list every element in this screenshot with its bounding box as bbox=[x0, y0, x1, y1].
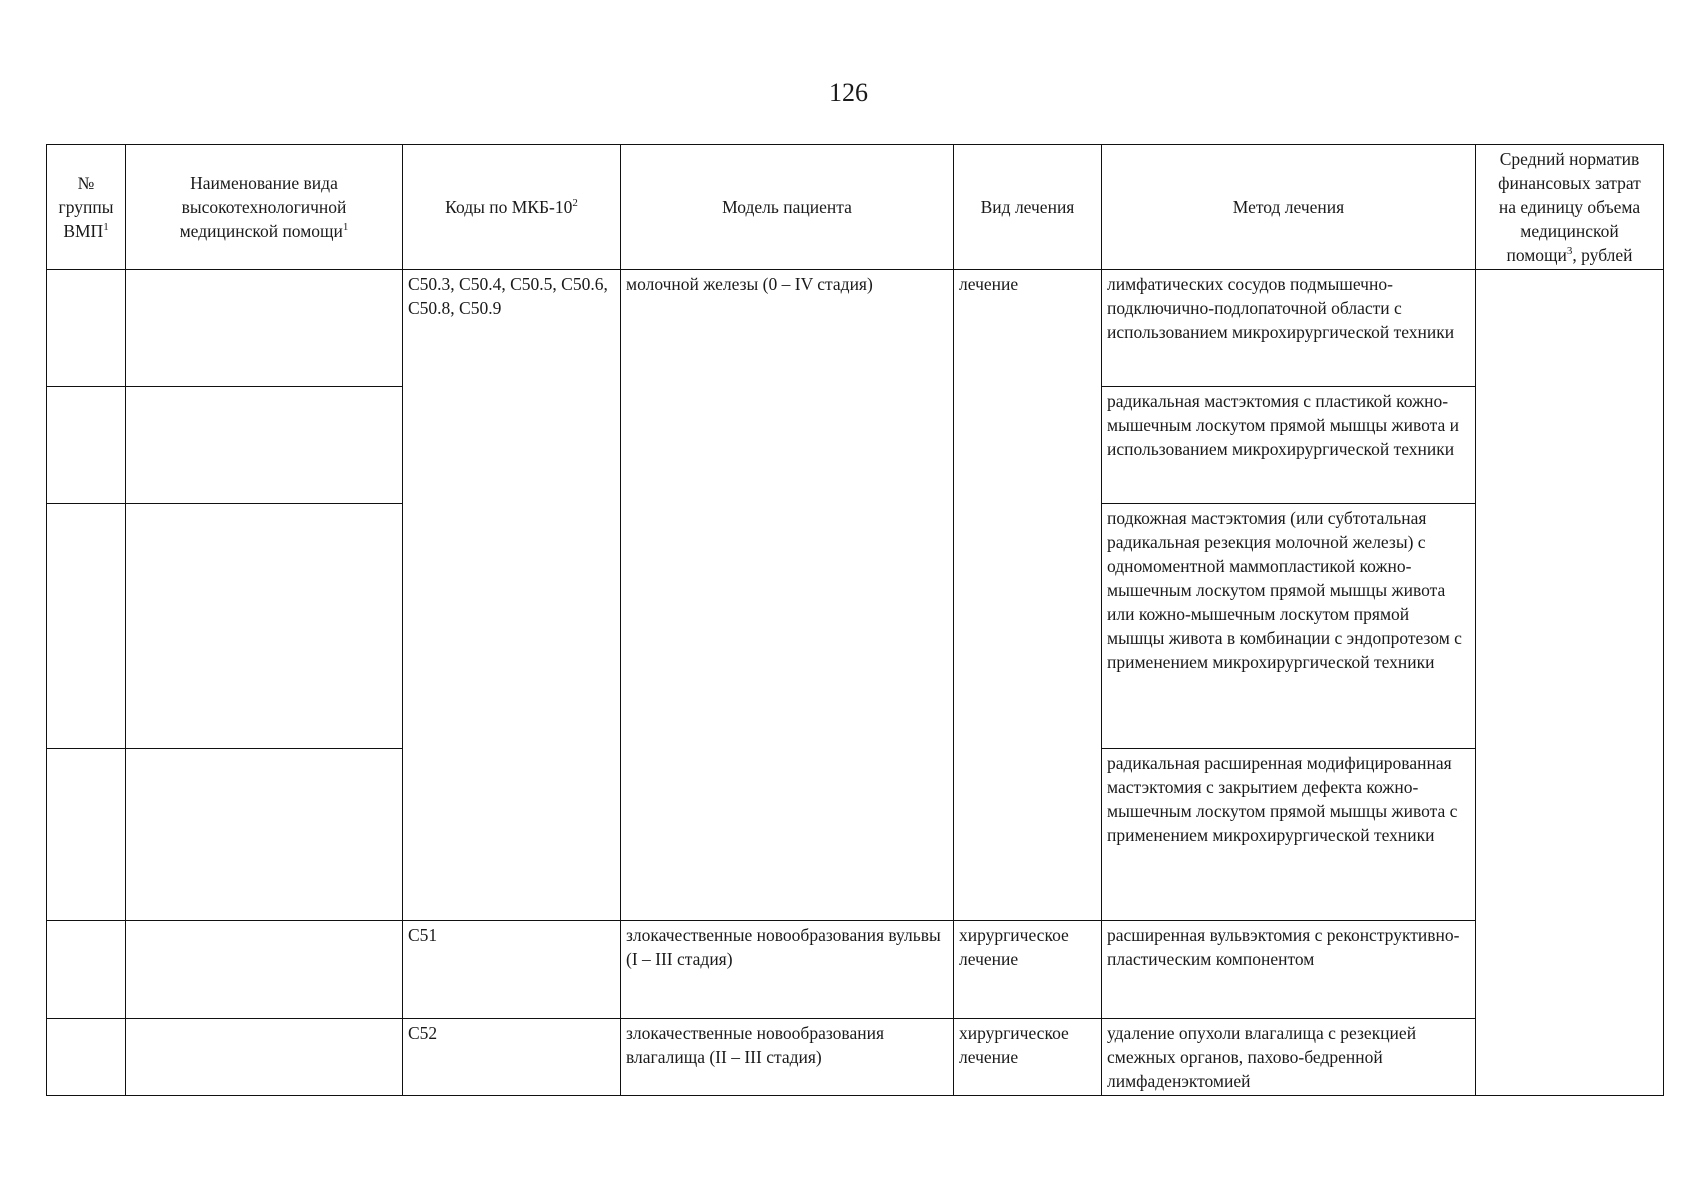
header-care-name: Наименование вида высокотехнологичной медицинской помощи$^1$ bbox=[126, 145, 403, 270]
care-name-cell bbox=[126, 1019, 403, 1096]
group-no-cell bbox=[47, 387, 126, 504]
treatment-method-cell: радикальная расширенная модифицированная мастэктомия с закрытием дефекта кожно-мышечным лоскутом прямой мышцы живота с применением микрохирургической техники bbox=[1102, 749, 1476, 921]
treatment-type-cell: лечение bbox=[954, 270, 1102, 921]
header-icd-codes: Коды по МКБ-$10^2$ bbox=[403, 145, 621, 270]
care-name-cell bbox=[126, 387, 403, 504]
care-name-cell bbox=[126, 504, 403, 749]
page-number: 126 bbox=[829, 78, 868, 107]
icd-codes-cell: C50.3, C50.4, C50.5, C50.6, C50.8, C50.9 bbox=[403, 270, 621, 921]
treatment-method-cell: радикальная мастэктомия с пластикой кожно-мышечным лоскутом прямой мышцы живота и использованием микрохирургической техники bbox=[1102, 387, 1476, 504]
header-cost-standard: Средний норматив финансовых затрат на единицу объема медицинской помощи$^3$, рублей bbox=[1476, 145, 1664, 270]
header-group-no: № группы ВМП$^1$ bbox=[47, 145, 126, 270]
header-treatment-method: Метод лечения bbox=[1102, 145, 1476, 270]
treatment-method-cell: удаление опухоли влагалища с резекцией смежных органов, пахово-бедренной лимфаденэктомией bbox=[1102, 1019, 1476, 1096]
patient-model-cell: злокачественные новообразования вульвы (I – III стадия) bbox=[621, 921, 954, 1019]
patient-model-cell: злокачественные новообразования влагалища (II – III стадия) bbox=[621, 1019, 954, 1096]
treatment-method-cell: лимфатических сосудов подмышечно-подключично-подлопаточной области с использованием микрохирургической техники bbox=[1102, 270, 1476, 387]
patient-model-cell: молочной железы (0 – IV стадия) bbox=[621, 270, 954, 921]
care-name-cell bbox=[126, 270, 403, 387]
group-no-cell bbox=[47, 270, 126, 387]
care-name-cell bbox=[126, 921, 403, 1019]
icd-codes-cell: C51 bbox=[403, 921, 621, 1019]
group-no-cell bbox=[47, 1019, 126, 1096]
header-row bbox=[47, 145, 1664, 270]
table-row bbox=[47, 1019, 1664, 1096]
treatment-type-cell: хирургическое лечение bbox=[954, 921, 1102, 1019]
header-treatment-type: Вид лечения bbox=[954, 145, 1102, 270]
table-row bbox=[47, 921, 1664, 1019]
vmp-table bbox=[46, 144, 1664, 1096]
group-no-cell bbox=[47, 921, 126, 1019]
group-no-cell bbox=[47, 504, 126, 749]
icd-codes-cell: C52 bbox=[403, 1019, 621, 1096]
care-name-cell bbox=[126, 749, 403, 921]
header-patient-model: Модель пациента bbox=[621, 145, 954, 270]
treatment-method-cell: расширенная вульвэктомия с реконструктивно-пластическим компонентом bbox=[1102, 921, 1476, 1019]
group-no-cell bbox=[47, 749, 126, 921]
cost-standard-cell bbox=[1476, 270, 1664, 1096]
table-row bbox=[47, 270, 1664, 387]
treatment-method-cell: подкожная мастэктомия (или субтотальная радикальная резекция молочной железы) с одномоментной маммопластикой кожно-мышечным лоскутом прямой мышцы живота или кожно-мышечным лоскутом прямой мышцы живота в комбинации с эндопротезом с применением микрохирургической техники bbox=[1102, 504, 1476, 749]
treatment-type-cell: хирургическое лечение bbox=[954, 1019, 1102, 1096]
